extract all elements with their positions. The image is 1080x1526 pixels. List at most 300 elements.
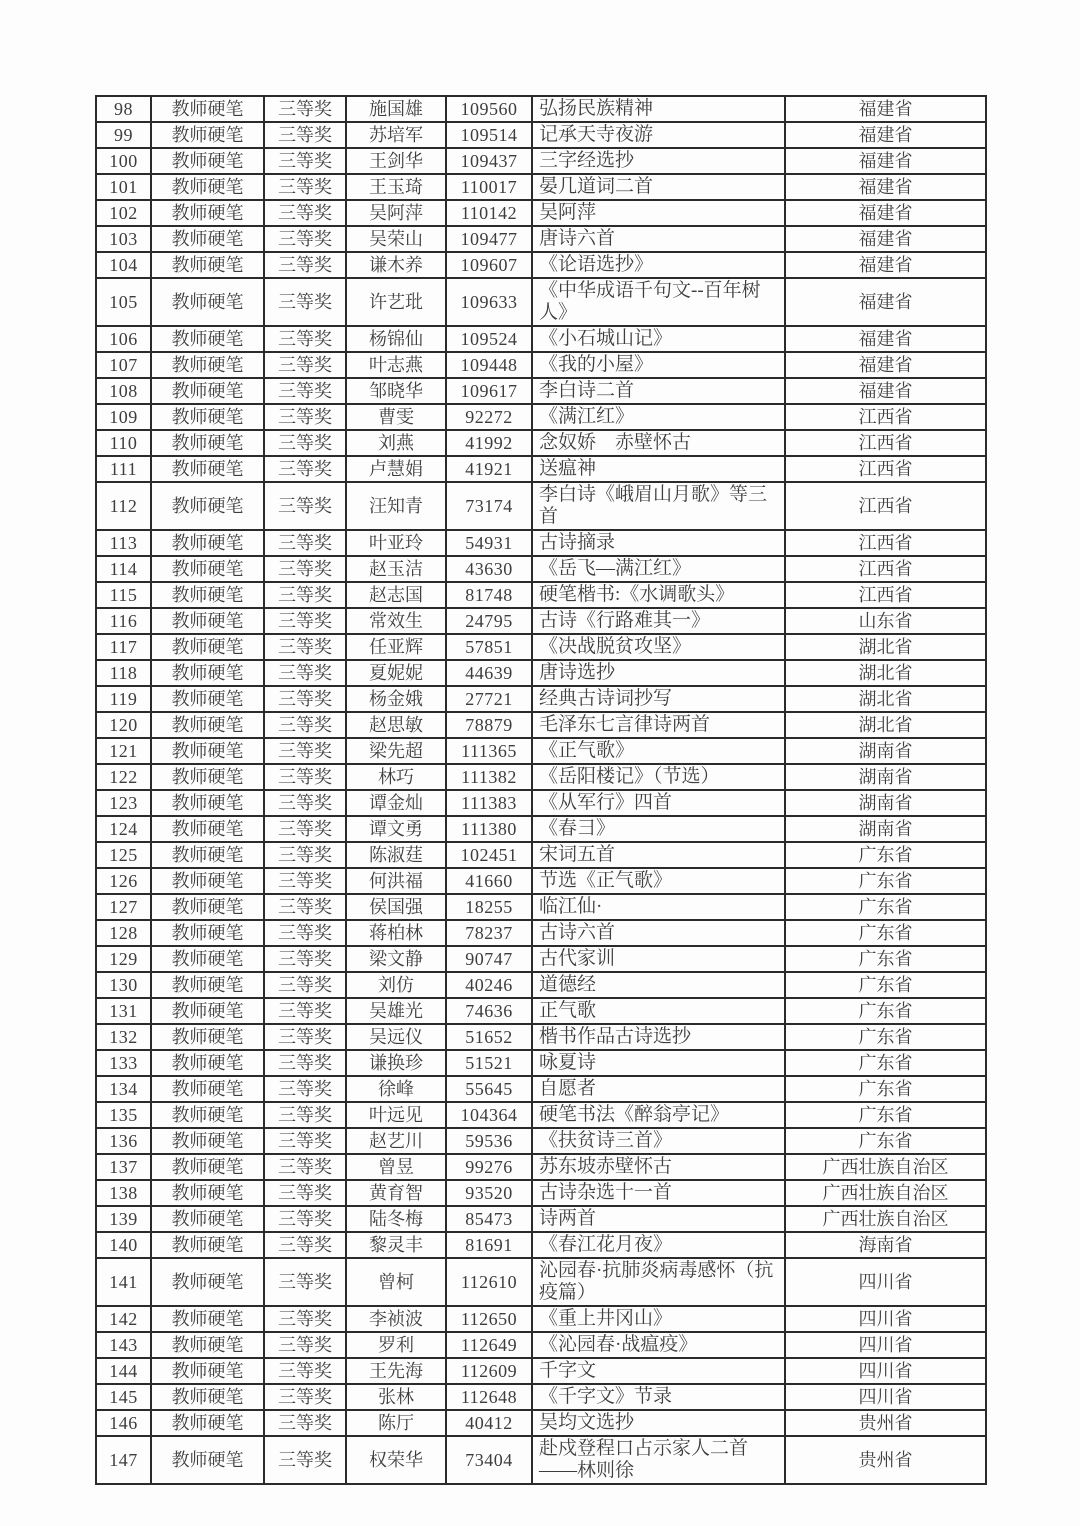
table-row (96, 1306, 986, 1332)
award-cell: 三等奖 (264, 790, 346, 816)
award-cell: 三等奖 (264, 1102, 346, 1128)
work-title-cell: 千字文 (532, 1358, 785, 1384)
table-row (96, 1384, 986, 1410)
entry-id-cell: 93520 (446, 1180, 532, 1206)
province-cell: 广东省 (785, 1128, 986, 1154)
name-cell: 夏妮妮 (346, 660, 446, 686)
entry-id-cell: 110142 (446, 200, 532, 226)
row-number-cell: 142 (96, 1306, 151, 1332)
name-cell: 卢慧娟 (346, 456, 446, 482)
province-cell: 广东省 (785, 1102, 986, 1128)
award-cell: 三等奖 (264, 1384, 346, 1410)
group-cell: 教师硬笔 (151, 738, 264, 764)
work-title-cell: 念奴娇 赤壁怀古 (532, 430, 785, 456)
name-cell: 何洪福 (346, 868, 446, 894)
award-cell: 三等奖 (264, 122, 346, 148)
work-title-cell: 自愿者 (532, 1076, 785, 1102)
group-cell: 教师硬笔 (151, 1258, 264, 1306)
entry-id-cell: 54931 (446, 530, 532, 556)
table-row (96, 972, 986, 998)
table-row (96, 530, 986, 556)
group-cell: 教师硬笔 (151, 1358, 264, 1384)
row-number-cell: 140 (96, 1232, 151, 1258)
table-row (96, 252, 986, 278)
province-cell: 江西省 (785, 582, 986, 608)
group-cell: 教师硬笔 (151, 278, 264, 326)
name-cell: 蒋柏林 (346, 920, 446, 946)
award-cell: 三等奖 (264, 1024, 346, 1050)
row-number-cell: 123 (96, 790, 151, 816)
name-cell: 汪知青 (346, 482, 446, 530)
award-cell: 三等奖 (264, 530, 346, 556)
entry-id-cell: 41992 (446, 430, 532, 456)
name-cell: 谦木养 (346, 252, 446, 278)
name-cell: 曾柯 (346, 1258, 446, 1306)
work-title-cell: 正气歌 (532, 998, 785, 1024)
row-number-cell: 133 (96, 1050, 151, 1076)
award-cell: 三等奖 (264, 96, 346, 122)
row-number-cell: 106 (96, 326, 151, 352)
group-cell: 教师硬笔 (151, 634, 264, 660)
province-cell: 福建省 (785, 174, 986, 200)
table-row (96, 1436, 986, 1484)
group-cell: 教师硬笔 (151, 608, 264, 634)
award-table (95, 95, 987, 1485)
work-title-cell: 吴均文选抄 (532, 1410, 785, 1436)
row-number-cell: 110 (96, 430, 151, 456)
row-number-cell: 139 (96, 1206, 151, 1232)
work-title-cell: 沁园春·抗肺炎病毒感怀（抗疫篇） (532, 1258, 785, 1306)
group-cell: 教师硬笔 (151, 1024, 264, 1050)
award-cell: 三等奖 (264, 842, 346, 868)
group-cell: 教师硬笔 (151, 252, 264, 278)
province-cell: 四川省 (785, 1384, 986, 1410)
entry-id-cell: 112609 (446, 1358, 532, 1384)
work-title-cell: 《岳阳楼记》（节选） (532, 764, 785, 790)
name-cell: 陈淑莛 (346, 842, 446, 868)
work-title-cell: 弘扬民族精神 (532, 96, 785, 122)
award-cell: 三等奖 (264, 712, 346, 738)
row-number-cell: 126 (96, 868, 151, 894)
entry-id-cell: 111380 (446, 816, 532, 842)
work-title-cell: 古代家训 (532, 946, 785, 972)
name-cell: 许艺玭 (346, 278, 446, 326)
group-cell: 教师硬笔 (151, 972, 264, 998)
group-cell: 教师硬笔 (151, 482, 264, 530)
work-title-cell: 经典古诗词抄写 (532, 686, 785, 712)
name-cell: 黄育智 (346, 1180, 446, 1206)
name-cell: 赵玉洁 (346, 556, 446, 582)
entry-id-cell: 92272 (446, 404, 532, 430)
table-row (96, 1024, 986, 1050)
award-cell: 三等奖 (264, 148, 346, 174)
group-cell: 教师硬笔 (151, 1232, 264, 1258)
work-title-cell: 《小石城山记》 (532, 326, 785, 352)
table-row (96, 764, 986, 790)
group-cell: 教师硬笔 (151, 946, 264, 972)
entry-id-cell: 51652 (446, 1024, 532, 1050)
name-cell: 黎灵丰 (346, 1232, 446, 1258)
award-cell: 三等奖 (264, 1180, 346, 1206)
group-cell: 教师硬笔 (151, 842, 264, 868)
name-cell: 杨金娥 (346, 686, 446, 712)
award-cell: 三等奖 (264, 868, 346, 894)
province-cell: 广东省 (785, 868, 986, 894)
table-row (96, 946, 986, 972)
entry-id-cell: 112650 (446, 1306, 532, 1332)
award-cell: 三等奖 (264, 1050, 346, 1076)
group-cell: 教师硬笔 (151, 200, 264, 226)
table-row (96, 582, 986, 608)
award-cell: 三等奖 (264, 894, 346, 920)
award-cell: 三等奖 (264, 1358, 346, 1384)
work-title-cell: 楷书作品古诗选抄 (532, 1024, 785, 1050)
table-row (96, 868, 986, 894)
province-cell: 福建省 (785, 96, 986, 122)
table-row (96, 1050, 986, 1076)
group-cell: 教师硬笔 (151, 1306, 264, 1332)
row-number-cell: 118 (96, 660, 151, 686)
award-cell: 三等奖 (264, 660, 346, 686)
entry-id-cell: 112648 (446, 1384, 532, 1410)
award-cell: 三等奖 (264, 998, 346, 1024)
table-row (96, 456, 986, 482)
entry-id-cell: 74636 (446, 998, 532, 1024)
name-cell: 吴远仪 (346, 1024, 446, 1050)
table-row (96, 1128, 986, 1154)
name-cell: 任亚辉 (346, 634, 446, 660)
work-title-cell: 李白诗二首 (532, 378, 785, 404)
name-cell: 杨锦仙 (346, 326, 446, 352)
entry-id-cell: 55645 (446, 1076, 532, 1102)
row-number-cell: 146 (96, 1410, 151, 1436)
group-cell: 教师硬笔 (151, 1436, 264, 1484)
province-cell: 江西省 (785, 404, 986, 430)
work-title-cell: 《满江红》 (532, 404, 785, 430)
award-cell: 三等奖 (264, 816, 346, 842)
award-cell: 三等奖 (264, 430, 346, 456)
entry-id-cell: 90747 (446, 946, 532, 972)
row-number-cell: 138 (96, 1180, 151, 1206)
province-cell: 湖北省 (785, 686, 986, 712)
name-cell: 邹晓华 (346, 378, 446, 404)
award-cell: 三等奖 (264, 352, 346, 378)
name-cell: 李祯波 (346, 1306, 446, 1332)
table-row (96, 686, 986, 712)
name-cell: 叶志燕 (346, 352, 446, 378)
table-row (96, 482, 986, 530)
group-cell: 教师硬笔 (151, 174, 264, 200)
table-row (96, 1180, 986, 1206)
award-cell: 三等奖 (264, 1258, 346, 1306)
province-cell: 江西省 (785, 430, 986, 456)
row-number-cell: 136 (96, 1128, 151, 1154)
entry-id-cell: 110017 (446, 174, 532, 200)
province-cell: 江西省 (785, 456, 986, 482)
table-row (96, 1232, 986, 1258)
province-cell: 江西省 (785, 482, 986, 530)
province-cell: 福建省 (785, 226, 986, 252)
row-number-cell: 127 (96, 894, 151, 920)
table-row (96, 556, 986, 582)
table-row (96, 122, 986, 148)
province-cell: 湖北省 (785, 660, 986, 686)
group-cell: 教师硬笔 (151, 1180, 264, 1206)
table-row (96, 148, 986, 174)
entry-id-cell: 111365 (446, 738, 532, 764)
award-cell: 三等奖 (264, 174, 346, 200)
award-cell: 三等奖 (264, 278, 346, 326)
province-cell: 湖南省 (785, 790, 986, 816)
group-cell: 教师硬笔 (151, 790, 264, 816)
name-cell: 谭金灿 (346, 790, 446, 816)
table-row (96, 738, 986, 764)
work-title-cell: 晏几道词二首 (532, 174, 785, 200)
award-cell: 三等奖 (264, 582, 346, 608)
group-cell: 教师硬笔 (151, 1050, 264, 1076)
row-number-cell: 121 (96, 738, 151, 764)
table-row (96, 404, 986, 430)
entry-id-cell: 73404 (446, 1436, 532, 1484)
work-title-cell: 李白诗《峨眉山月歌》等三首 (532, 482, 785, 530)
row-number-cell: 144 (96, 1358, 151, 1384)
award-cell: 三等奖 (264, 1232, 346, 1258)
group-cell: 教师硬笔 (151, 764, 264, 790)
group-cell: 教师硬笔 (151, 122, 264, 148)
province-cell: 湖南省 (785, 738, 986, 764)
award-cell: 三等奖 (264, 1206, 346, 1232)
award-cell: 三等奖 (264, 1076, 346, 1102)
table-row (96, 1154, 986, 1180)
name-cell: 罗利 (346, 1332, 446, 1358)
award-cell: 三等奖 (264, 1332, 346, 1358)
award-cell: 三等奖 (264, 1306, 346, 1332)
row-number-cell: 120 (96, 712, 151, 738)
group-cell: 教师硬笔 (151, 96, 264, 122)
province-cell: 福建省 (785, 326, 986, 352)
work-title-cell: 《千字文》节录 (532, 1384, 785, 1410)
work-title-cell: 《我的小屋》 (532, 352, 785, 378)
province-cell: 广东省 (785, 1050, 986, 1076)
row-number-cell: 116 (96, 608, 151, 634)
entry-id-cell: 73174 (446, 482, 532, 530)
table-row (96, 1332, 986, 1358)
work-title-cell: 唐诗选抄 (532, 660, 785, 686)
group-cell: 教师硬笔 (151, 686, 264, 712)
table-row (96, 1206, 986, 1232)
award-cell: 三等奖 (264, 456, 346, 482)
province-cell: 四川省 (785, 1258, 986, 1306)
entry-id-cell: 102451 (446, 842, 532, 868)
table-row (96, 352, 986, 378)
entry-id-cell: 40246 (446, 972, 532, 998)
province-cell: 广西壮族自治区 (785, 1154, 986, 1180)
work-title-cell: 唐诗六首 (532, 226, 785, 252)
work-title-cell: 硬笔楷书:《水调歌头》 (532, 582, 785, 608)
group-cell: 教师硬笔 (151, 1128, 264, 1154)
entry-id-cell: 40412 (446, 1410, 532, 1436)
award-cell: 三等奖 (264, 1436, 346, 1484)
award-cell: 三等奖 (264, 326, 346, 352)
entry-id-cell: 109560 (446, 96, 532, 122)
work-title-cell: 《春彐》 (532, 816, 785, 842)
province-cell: 广东省 (785, 998, 986, 1024)
work-title-cell: 三字经选抄 (532, 148, 785, 174)
table-row (96, 608, 986, 634)
group-cell: 教师硬笔 (151, 920, 264, 946)
province-cell: 广东省 (785, 920, 986, 946)
row-number-cell: 131 (96, 998, 151, 1024)
work-title-cell: 《岳飞—满江红》 (532, 556, 785, 582)
group-cell: 教师硬笔 (151, 998, 264, 1024)
award-cell: 三等奖 (264, 686, 346, 712)
award-cell: 三等奖 (264, 226, 346, 252)
province-cell: 福建省 (785, 352, 986, 378)
name-cell: 张林 (346, 1384, 446, 1410)
table-row (96, 920, 986, 946)
province-cell: 湖北省 (785, 634, 986, 660)
table-row (96, 96, 986, 122)
name-cell: 施国雄 (346, 96, 446, 122)
name-cell: 曹雯 (346, 404, 446, 430)
group-cell: 教师硬笔 (151, 712, 264, 738)
name-cell: 赵志国 (346, 582, 446, 608)
name-cell: 曾昱 (346, 1154, 446, 1180)
row-number-cell: 105 (96, 278, 151, 326)
entry-id-cell: 109514 (446, 122, 532, 148)
work-title-cell: 记承天寺夜游 (532, 122, 785, 148)
row-number-cell: 99 (96, 122, 151, 148)
name-cell: 叶亚玲 (346, 530, 446, 556)
row-number-cell: 122 (96, 764, 151, 790)
province-cell: 福建省 (785, 200, 986, 226)
province-cell: 江西省 (785, 530, 986, 556)
group-cell: 教师硬笔 (151, 1384, 264, 1410)
table-row (96, 790, 986, 816)
work-title-cell: 《决战脱贫攻坚》 (532, 634, 785, 660)
province-cell: 湖北省 (785, 712, 986, 738)
province-cell: 广东省 (785, 842, 986, 868)
row-number-cell: 113 (96, 530, 151, 556)
row-number-cell: 125 (96, 842, 151, 868)
row-number-cell: 145 (96, 1384, 151, 1410)
province-cell: 广东省 (785, 972, 986, 998)
award-cell: 三等奖 (264, 634, 346, 660)
row-number-cell: 103 (96, 226, 151, 252)
entry-id-cell: 112649 (446, 1332, 532, 1358)
name-cell: 吴阿萍 (346, 200, 446, 226)
entry-id-cell: 111382 (446, 764, 532, 790)
province-cell: 广东省 (785, 894, 986, 920)
award-cell: 三等奖 (264, 252, 346, 278)
entry-id-cell: 27721 (446, 686, 532, 712)
entry-id-cell: 109617 (446, 378, 532, 404)
group-cell: 教师硬笔 (151, 894, 264, 920)
work-title-cell: 毛泽东七言律诗两首 (532, 712, 785, 738)
entry-id-cell: 81691 (446, 1232, 532, 1258)
work-title-cell: 临江仙· (532, 894, 785, 920)
group-cell: 教师硬笔 (151, 148, 264, 174)
entry-id-cell: 24795 (446, 608, 532, 634)
entry-id-cell: 85473 (446, 1206, 532, 1232)
province-cell: 福建省 (785, 278, 986, 326)
entry-id-cell: 78237 (446, 920, 532, 946)
group-cell: 教师硬笔 (151, 352, 264, 378)
award-cell: 三等奖 (264, 946, 346, 972)
name-cell: 权荣华 (346, 1436, 446, 1484)
province-cell: 山东省 (785, 608, 986, 634)
name-cell: 吴荣山 (346, 226, 446, 252)
table-row (96, 842, 986, 868)
award-table-body (96, 96, 986, 1484)
row-number-cell: 100 (96, 148, 151, 174)
table-row (96, 200, 986, 226)
work-title-cell: 宋词五首 (532, 842, 785, 868)
province-cell: 海南省 (785, 1232, 986, 1258)
name-cell: 常效生 (346, 608, 446, 634)
work-title-cell: 《重上井冈山》 (532, 1306, 785, 1332)
award-cell: 三等奖 (264, 378, 346, 404)
group-cell: 教师硬笔 (151, 816, 264, 842)
row-number-cell: 119 (96, 686, 151, 712)
table-row (96, 712, 986, 738)
province-cell: 贵州省 (785, 1410, 986, 1436)
entry-id-cell: 81748 (446, 582, 532, 608)
work-title-cell: 节选《正气歌》 (532, 868, 785, 894)
row-number-cell: 109 (96, 404, 151, 430)
award-cell: 三等奖 (264, 1410, 346, 1436)
table-row (96, 894, 986, 920)
group-cell: 教师硬笔 (151, 530, 264, 556)
group-cell: 教师硬笔 (151, 430, 264, 456)
row-number-cell: 124 (96, 816, 151, 842)
name-cell: 赵艺川 (346, 1128, 446, 1154)
work-title-cell: 送瘟神 (532, 456, 785, 482)
row-number-cell: 108 (96, 378, 151, 404)
group-cell: 教师硬笔 (151, 1410, 264, 1436)
row-number-cell: 101 (96, 174, 151, 200)
work-title-cell: 古诗杂选十一首 (532, 1180, 785, 1206)
group-cell: 教师硬笔 (151, 1154, 264, 1180)
name-cell: 陆冬梅 (346, 1206, 446, 1232)
province-cell: 四川省 (785, 1332, 986, 1358)
work-title-cell: 吴阿萍 (532, 200, 785, 226)
row-number-cell: 134 (96, 1076, 151, 1102)
name-cell: 谦换珍 (346, 1050, 446, 1076)
name-cell: 叶远见 (346, 1102, 446, 1128)
province-cell: 四川省 (785, 1358, 986, 1384)
row-number-cell: 117 (96, 634, 151, 660)
name-cell: 刘燕 (346, 430, 446, 456)
province-cell: 广东省 (785, 946, 986, 972)
group-cell: 教师硬笔 (151, 326, 264, 352)
work-title-cell: 《春江花月夜》 (532, 1232, 785, 1258)
name-cell: 王剑华 (346, 148, 446, 174)
work-title-cell: 道德经 (532, 972, 785, 998)
province-cell: 江西省 (785, 556, 986, 582)
work-title-cell: 诗两首 (532, 1206, 785, 1232)
award-cell: 三等奖 (264, 764, 346, 790)
table-row (96, 1258, 986, 1306)
row-number-cell: 147 (96, 1436, 151, 1484)
province-cell: 福建省 (785, 378, 986, 404)
award-cell: 三等奖 (264, 1154, 346, 1180)
row-number-cell: 141 (96, 1258, 151, 1306)
work-title-cell: 苏东坡赤壁怀古 (532, 1154, 785, 1180)
name-cell: 谭文勇 (346, 816, 446, 842)
table-row (96, 660, 986, 686)
province-cell: 湖南省 (785, 816, 986, 842)
